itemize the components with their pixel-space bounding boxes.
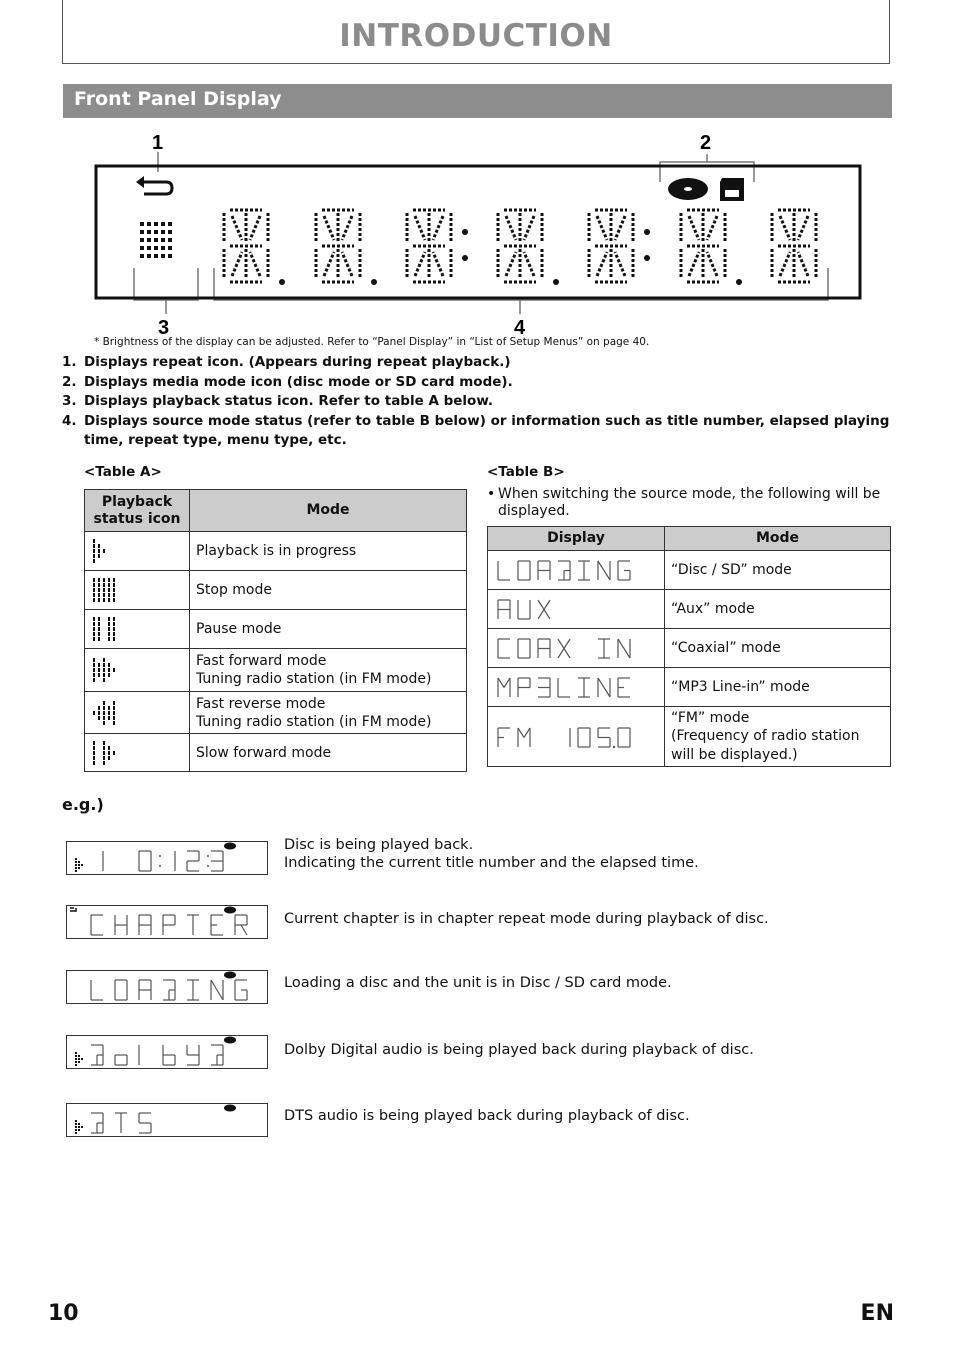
front-panel-diagram — [60, 128, 890, 338]
table-b-mode: (Frequency of radio station will be displayed.) — [671, 728, 860, 763]
table-a-mode: Pause mode — [190, 610, 467, 649]
table-b-mode: “Aux” mode — [665, 590, 891, 629]
play-status-icon — [75, 1052, 83, 1066]
table-a-label: <Table A> — [84, 464, 162, 480]
table-b-mode: “FM” mode — [671, 709, 750, 726]
disc-icon — [224, 1105, 236, 1112]
segment-text — [91, 1045, 223, 1065]
segment-text — [498, 561, 630, 580]
pause-status-icon — [85, 610, 190, 649]
disc-icon — [224, 972, 236, 979]
list-item: 1. Displays repeat icon. (Appears during repeat playback.) — [62, 354, 511, 370]
table-b-mode: “MP3 Line-in” mode — [665, 668, 891, 707]
segment-text — [91, 980, 247, 1000]
disc-icon — [224, 1037, 236, 1044]
table-a-mode: Tuning radio station (in FM mode) — [196, 713, 432, 730]
table-a-mode: Fast reverse mode — [196, 695, 326, 712]
table-a-mode: Playback is in progress — [190, 532, 467, 571]
section-title: Front Panel Display — [74, 88, 282, 110]
language-code: EN — [860, 1301, 894, 1326]
page-number: 10 — [48, 1301, 79, 1326]
table-b-header-mode: Mode — [665, 527, 891, 551]
table-a-header-icon: Playback status icon — [85, 490, 190, 532]
table-row — [85, 692, 467, 734]
table-a-mode: Stop mode — [190, 571, 467, 610]
table-row — [488, 629, 891, 668]
brightness-note: * Brightness of the display can be adjusted. Refer to “Panel Display” in “List of Setup Menus” on page 40. — [94, 336, 650, 348]
example-desc-3: Loading a disc and the unit is in Disc / SD card mode. — [284, 975, 672, 991]
table-b-label: <Table B> — [487, 464, 565, 480]
table-row — [85, 734, 467, 772]
sd-card-icon — [720, 178, 744, 201]
table-row — [85, 532, 467, 571]
segment-text — [91, 1113, 151, 1133]
example-desc-2: Current chapter is in chapter repeat mode during playback of disc. — [284, 911, 769, 927]
list-item: 2. Displays media mode icon (disc mode or SD card mode). — [62, 373, 513, 390]
disc-icon — [224, 907, 236, 914]
table-b-mode: “Coaxial” mode — [665, 629, 891, 668]
segment-display-aux — [488, 590, 665, 629]
example-display-1 — [66, 841, 268, 875]
table-row — [85, 610, 467, 649]
front-panel-display-illustration — [60, 128, 890, 338]
fast-reverse-status-icon — [85, 692, 190, 734]
playback-status-dot-matrix — [140, 222, 172, 258]
slow-forward-status-icon — [85, 734, 190, 772]
play-status-icon — [85, 532, 190, 571]
segment-text — [498, 678, 630, 697]
segment-display-mp3line — [488, 668, 665, 707]
example-display-5 — [66, 1103, 268, 1137]
stop-status-icon — [85, 571, 190, 610]
repeat-icon — [70, 908, 76, 911]
example-display-3 — [66, 970, 268, 1004]
segment-text — [498, 728, 630, 748]
examples-label: e.g.) — [62, 795, 104, 814]
segment-display-coax-in — [488, 629, 665, 668]
table-row — [488, 590, 891, 629]
table-b-bullet: • When switching the source mode, the following will be displayed. — [487, 486, 881, 519]
table-a-header-mode: Mode — [190, 490, 467, 532]
example-desc-4: Dolby Digital audio is being played back during playback of disc. — [284, 1042, 754, 1058]
table-b-mode: “Disc / SD” mode — [665, 551, 891, 590]
example-display-2 — [66, 905, 268, 939]
fast-forward-status-icon — [85, 649, 190, 692]
table-b — [487, 526, 891, 767]
disc-icon — [668, 178, 708, 200]
table-row — [85, 649, 467, 692]
segment-display-loading — [488, 551, 665, 590]
callout-3: 3 — [158, 317, 170, 338]
play-status-icon — [75, 858, 83, 872]
table-a-mode: Fast forward mode — [196, 653, 327, 669]
callout-2: 2 — [700, 132, 712, 154]
page-title: INTRODUCTION — [339, 18, 613, 54]
play-status-icon — [75, 1120, 83, 1134]
list-item: 4. Displays source mode status (refer to table B below) or information such as title number, elapsed playing time, repeat type, menu type, etc. — [62, 412, 890, 448]
table-row — [488, 707, 891, 767]
segment-text — [498, 600, 550, 619]
table-row — [488, 551, 891, 590]
table-a-mode: Slow forward mode — [190, 734, 467, 772]
example-desc-1: Disc is being played back. Indicating the current title number and the elapsed time. — [284, 837, 699, 871]
repeat-icon — [136, 176, 172, 194]
segment-text — [91, 915, 247, 935]
callout-4: 4 — [514, 317, 526, 338]
callout-1: 1 — [152, 132, 164, 154]
example-desc-5: DTS audio is being played back during playback of disc. — [284, 1108, 690, 1124]
segment-text — [498, 639, 630, 658]
table-a-mode: Tuning radio station (in FM mode) — [196, 671, 432, 687]
list-item: 3. Displays playback status icon. Refer to table A below. — [62, 393, 494, 409]
disc-icon — [224, 843, 236, 850]
table-row — [488, 668, 891, 707]
table-a — [84, 489, 467, 772]
segment-text — [103, 851, 223, 871]
example-display-4 — [66, 1035, 268, 1069]
table-row — [85, 571, 467, 610]
item-list — [62, 353, 902, 451]
segment-display-fm — [488, 707, 665, 767]
14-segment-digits — [224, 210, 816, 285]
table-b-header-display: Display — [488, 527, 665, 551]
